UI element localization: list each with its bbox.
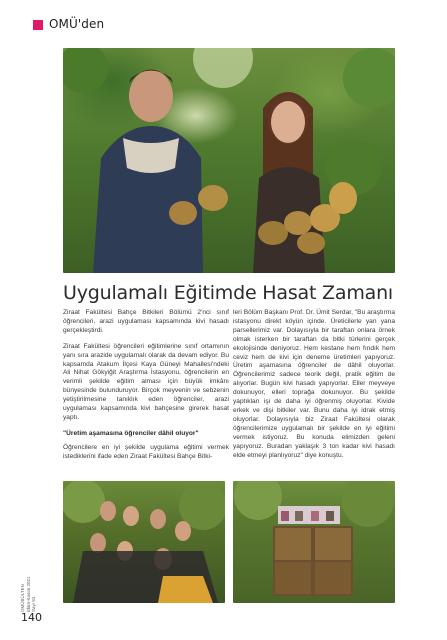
page-number: 140	[21, 611, 42, 624]
column-left	[63, 309, 229, 469]
issue-date: Ekim-Kasım 2021	[25, 576, 31, 612]
publication-name: OMÜBÜLTEN	[20, 584, 25, 612]
lead-paragraph: Ziraat Fakültesi Bahçe Bitkileri Bölümü 2'nci sınıf öğrencileri, arazi uygulaması kapsamında kivi hasadı gerçekleştirdi.	[63, 309, 229, 334]
article-title: Uygulamalı Eğitimde Hasat Zamanı	[63, 282, 393, 304]
harvest-crates-photo	[233, 481, 395, 603]
issue-info	[20, 576, 37, 612]
column-right	[233, 309, 395, 467]
group-photo	[63, 481, 225, 603]
issue-number: Sayı 84	[31, 596, 36, 612]
hero-photo	[63, 48, 395, 273]
section-label: OMÜ'den	[49, 17, 105, 31]
body-paragraph: Ziraat Fakültesi öğrencileri eğitimlerine sınıf ortamının yanı sıra arazide uygulamalı olarak da devam ediyor. Bu kapsamda Atakum İlçesi Kaya Güneyi Mahallesi'ndeki Ali Nihat Gökyiğit Araştırma İstasyonu, öğrencilerin en verimli şekilde eğitim alması için büyük imkânı bünyesinde bulunduruyor. Birçok meyvenin ve sebzenin yetiştirilmesine tanıklık eden öğrenciler, arazi uygulaması kapsamında kivi bahçesine girerek hasat yaptı.	[63, 342, 229, 421]
section-marker	[33, 20, 43, 30]
quote-paragraph: leri Bölüm Başkanı Prof. Dr. Ümit Serdar, "Bu araştırma istasyonu direkt köyün içinde. Üreticilerle yan yana parsellerimiz var. Dolayısıyla bir taraftan onlara örnek olmak isterken bir taraftan da bitki türlerini gerçek ekolojisinde deniyoruz. Hem kestane hem fındık hem ceviz hem de kivi için deneme üretimleri yapıyoruz. Üretim aşamasına öğrenciler de dâhil oluyorlar. Öğrencilerimiz sadece teorik değil, pratik eğitim de alıyorlar. Bugün kivi hasadı yapıyorlar. Eller meyveye dokunuyor, elleri toprağa dokunuyor. Bu şekilde yaptıkları işi de daha iyi öğrenmiş oluyorlar. Kivide erkek ve dişi bitkiler var. Bunu daha iyi idrak etmiş oluyorlar. Dolayısıyla biz Ziraat Fakültesi olarak öğrencilerimize uygulamalı bir şekilde en iyi eğitimi vermek istiyoruz. Bu konuda elimizden geleni yapıyoruz. Buradan yaklaşık 3 ton kadar kivi hasadı elde etmeyi planlıyoruz" diye konuştu.	[233, 309, 395, 459]
subheading: "Üretim aşamasına öğrenciler dâhil oluyor"	[63, 429, 199, 437]
body-paragraph-continued: Öğrencilere en iyi şekilde uygulama eğitimi vermek istediklerini ifade eden Ziraat Fakültesi Bahçe Bitki-	[63, 443, 229, 460]
